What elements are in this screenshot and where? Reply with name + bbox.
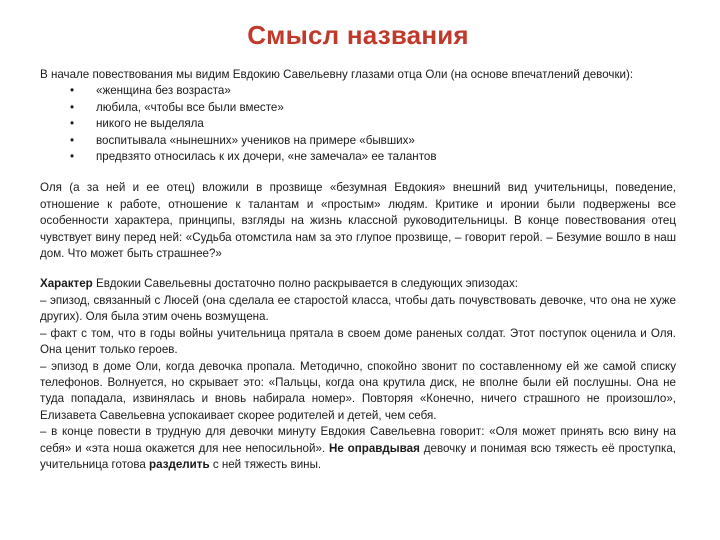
nickname-paragraph: Оля (а за ней и ее отец) вложили в прозвище «безумная Евдокия» внешний вид учительницы, поведение, отношение к работе, отношение к талантам и «простым» людям. Критике и иронии были подвержены все особенности характера, принципы, взгляды на жизнь классной руководительницы. В конце повествования отец чувствует вину перед ней: «Судьба отомстила нам за это глупое прозвище, – говорит герой. – Безумие вошло в наш дом. Что может быть страшнее?»	[40, 181, 676, 261]
emphasis-share: разделить	[149, 457, 210, 471]
list-item: • предвзято относилась к их дочери, «не замечала» ее талантов	[40, 149, 676, 165]
list-item: • любила, «чтобы все были вместе»	[40, 100, 676, 116]
episode-2: – факт с том, что в годы войны учительница прятала в своем доме раненых солдат. Этот поступок оценила и Оля. Она ценит только героев.	[40, 326, 676, 357]
bullet-icon: •	[70, 84, 75, 98]
character-heading	[40, 276, 676, 292]
character-heading-rest: Евдокии Савельевны достаточно полно раскрывается в следующих эпизодах:	[92, 277, 519, 291]
bullet-icon: •	[70, 133, 75, 147]
list-item: • воспитывала «нынешних» учеников на примере «бывших»	[40, 133, 676, 149]
slide-title: Смысл названия	[247, 20, 469, 50]
episode-1: – эпизод, связанный с Люсей (она сделала ее старостой класса, чтобы дать почувствовать девочке, что она не хуже других). Оля была этим очень возмущена.	[40, 293, 676, 324]
character-heading-bold: Характер	[40, 277, 93, 291]
bullet-list	[40, 83, 676, 165]
list-item: • никого не выделяла	[40, 116, 676, 132]
spacer	[40, 165, 676, 180]
bullet-icon: •	[70, 150, 75, 164]
intro-paragraph: В начале повествования мы видим Евдокию Савельевну глазами отца Оли (на основе впечатлений девочки):	[40, 68, 634, 81]
episode-4: – в конце повести в трудную для девочки минуту Евдокия Савельевна говорит: «Оля может принять всю вину на себя» и «эта ноша окажется для нее непосильной». Не оправдывая девочку и понимая всю тяжесть её проступка, учительница готова разделить с ней тяжесть вины.	[40, 425, 676, 471]
episode-3: – эпизод в доме Оли, когда девочка пропала. Методично, спокойно звонит по составленному ей же самой списку телефонов. Волнуется, но скрывает это: «Пальцы, когда она крутила диск, не вполне были ей послушны. Она не туда попадала, извинялась и вновь набирала номер». Повторяя «Конечно, ничего страшного не произошло», Елизавета Савельевна успокаивает скорее родителей и детей, чем себя.	[40, 359, 676, 422]
spacer	[40, 262, 676, 276]
bullet-icon: •	[70, 117, 75, 131]
bullet-icon: •	[70, 100, 75, 114]
emphasis-not-justifying: Не оправдывая	[329, 441, 420, 455]
list-item: • «женщина без возраста»	[40, 83, 676, 99]
